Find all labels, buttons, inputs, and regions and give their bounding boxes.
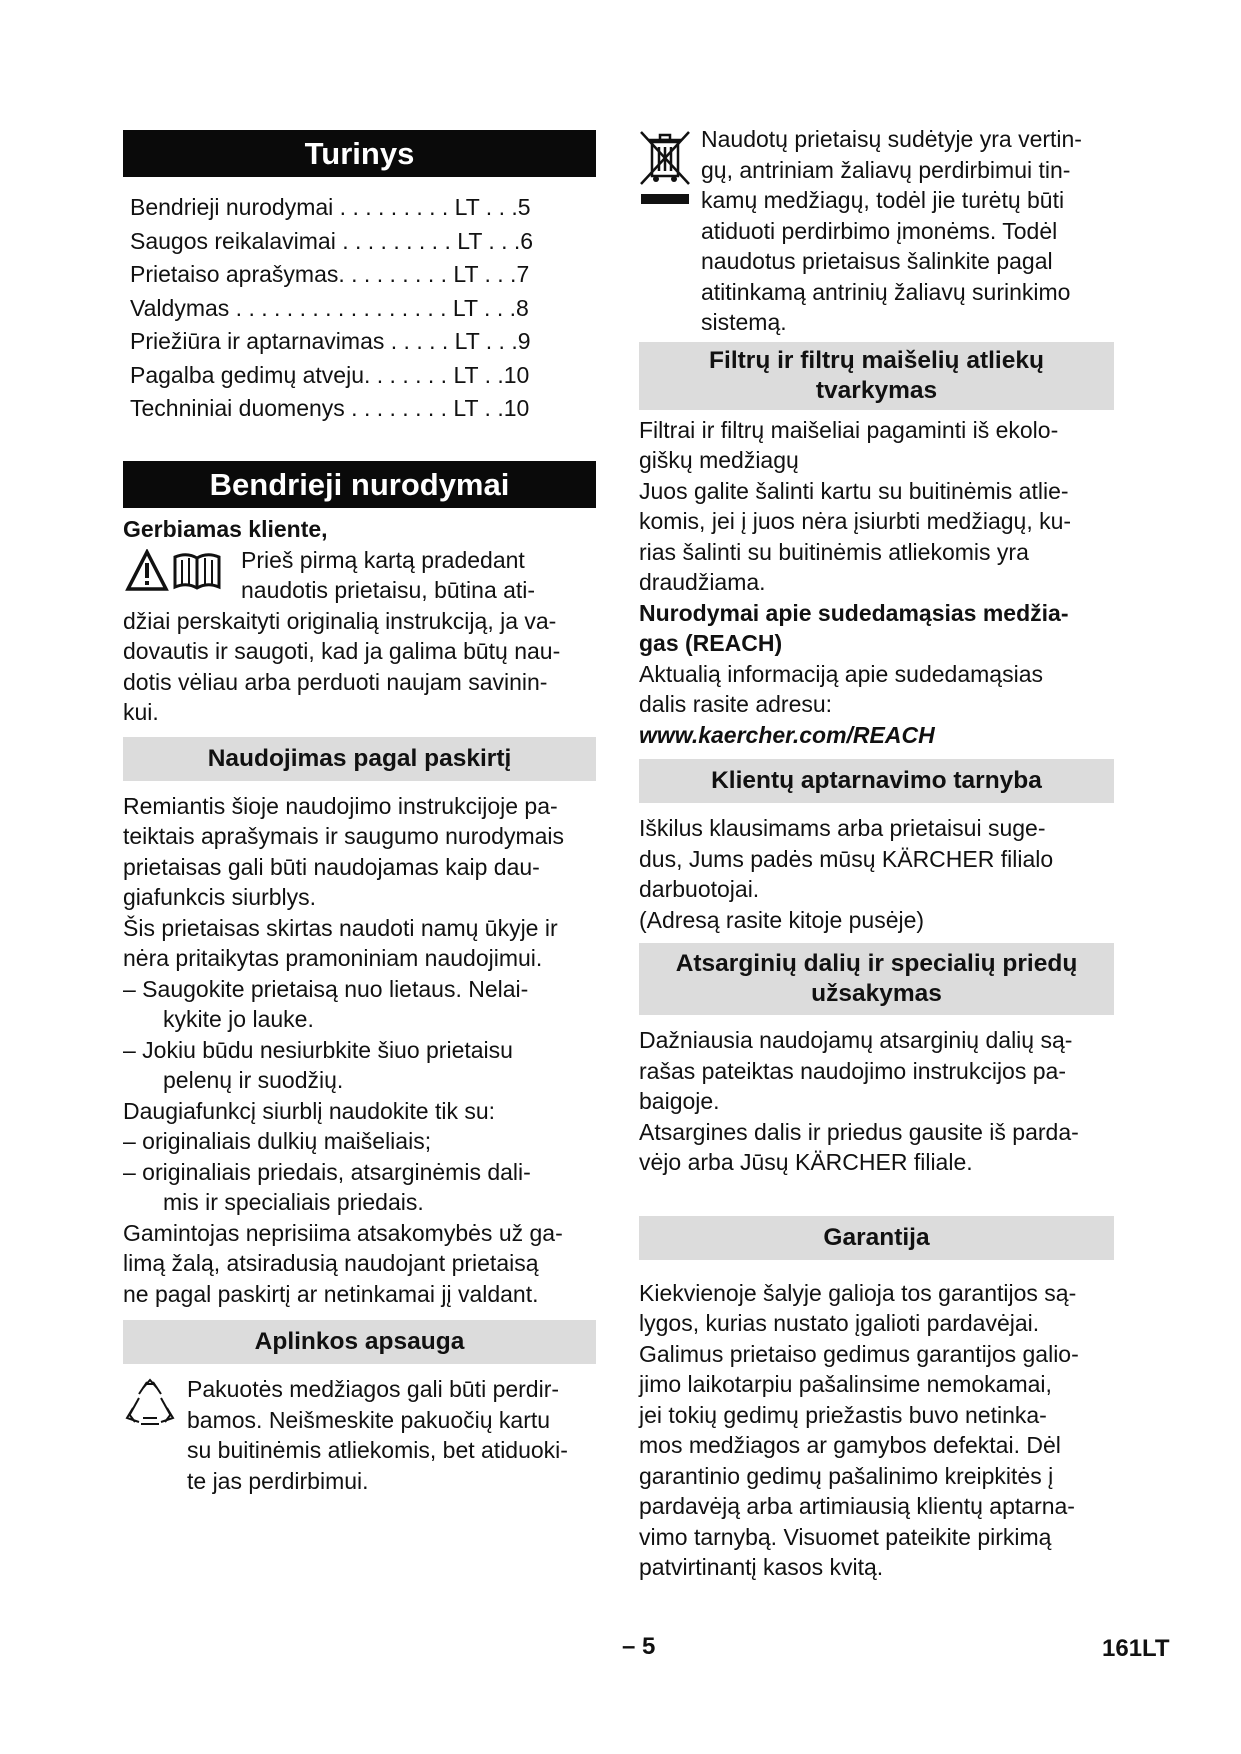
text-line: naudotus prietaisus šalinkite pagal: [701, 248, 1053, 274]
page-number: – 5: [622, 1633, 656, 1660]
text-line: giškų medžiagų: [639, 447, 799, 473]
text-line: Aktualią informaciją apie sudedamąsias: [639, 660, 1043, 687]
bullet-line: – originaliais dulkių maišeliais;: [123, 1128, 432, 1154]
intended-use-body: [123, 791, 596, 1310]
text-line: Atsargines dalis ir priedus gausite iš parda-: [639, 1118, 1079, 1145]
text-line: atitinkamą antrinių žaliavų surinkimo: [701, 278, 1071, 305]
filters-title-line: tvarkymas: [815, 376, 938, 404]
text-line: bamos. Neišmeskite pakuočių kartu: [187, 1406, 551, 1433]
bullet-line: – originaliais priedais, atsarginėmis dali-: [123, 1158, 531, 1185]
text-line: jei tokių gedimų priežastis buvo netinka-: [639, 1401, 1047, 1428]
reach-title: Nurodymai apie sudedamąsias medžia-: [639, 599, 1069, 626]
text-line: Iškilus klausimams arba prietaisui suge-: [639, 815, 1046, 841]
intro-block: [123, 545, 596, 728]
parts-title: [639, 943, 1114, 1015]
text-line: vimo tarnybą. Visuomet pateikite pirkimą: [639, 1523, 1052, 1550]
bullet-line: – Saugokite prietaisą nuo lietaus. Nelai-: [123, 975, 529, 1002]
text-line: Dažniausia naudojamų atsarginių dalių są-: [639, 1027, 1073, 1053]
toc-list: [123, 191, 596, 426]
text-line: patvirtinantį kasos kvitą.: [639, 1554, 884, 1580]
toc-item[interactable]: Valdymas . . . . . . . . . . . . . . . . . LT . . .8: [130, 294, 529, 321]
text-line: rašas pateiktas naudojimo instrukcijos pa-: [639, 1057, 1066, 1084]
text-line: draudžiama.: [639, 569, 766, 595]
toc-item[interactable]: Prietaiso aprašymas. . . . . . . . . LT . . .7: [130, 261, 530, 287]
toc-item[interactable]: Priežiūra ir aptarnavimas . . . . . LT . . .9: [130, 328, 531, 354]
bullet-line: – Jokiu būdu nesiurbkite šiuo prietaisu: [123, 1036, 513, 1063]
right-column: [639, 124, 1114, 1583]
filters-title-line: Filtrų ir filtrų maišelių atliekų: [709, 346, 1044, 374]
text-line: te jas perdirbimui.: [187, 1467, 369, 1494]
general-section: [123, 461, 596, 1496]
reach-link[interactable]: www.kaercher.com/REACH: [639, 721, 935, 748]
intro-line: džiai perskaityti originalią instrukciją, ja va-: [123, 607, 557, 634]
text-line: Kiekvienoje šalyje galioja tos garantijos są-: [639, 1279, 1077, 1306]
filters-body: [639, 415, 1114, 751]
text-line: Filtrai ir filtrų maišeliai pagaminti iš ekolo-: [639, 416, 1059, 443]
text-line: nėra pritaikytas pramoniniam naudojimui.: [123, 945, 543, 971]
text-line: darbuotojai.: [639, 876, 760, 902]
intended-use-title: Naudojimas pagal paskirtį: [123, 737, 596, 781]
intro-line: naudotis prietaisu, būtina ati-: [241, 577, 536, 603]
general-title: Bendrieji nurodymai: [123, 461, 596, 508]
text-line: rias šalinti su buitinėmis atliekomis yra: [639, 538, 1029, 565]
text-line: limą žalą, atsiradusią naudojant prietaisą: [123, 1250, 539, 1276]
filters-title: [639, 342, 1114, 410]
text-line: atiduoti perdirbimo įmonėms. Todėl: [701, 217, 1058, 244]
intro-line: Prieš pirmą kartą pradedant: [241, 546, 525, 573]
document-code: 161LT: [1102, 1635, 1170, 1662]
bullet-line: mis ir specialiais priedais.: [163, 1189, 424, 1215]
parts-body: [639, 1025, 1114, 1178]
text-line: Naudotų prietaisų sudėtyje yra vertin-: [701, 126, 1082, 152]
text-line: prietaisas gali būti naudojamas kaip dau-: [123, 853, 540, 880]
service-title: Klientų aptarnavimo tarnyba: [639, 759, 1114, 803]
parts-title-line: užsakymas: [811, 980, 942, 1007]
weee-block: [639, 124, 1114, 338]
text-line: mos medžiagos ar gamybos defektai. Dėl: [639, 1432, 1061, 1458]
text-line: pardavėją arba artimiausią klientų aptarna-: [639, 1493, 1075, 1519]
text-line: Remiantis šioje naudojimo instrukcijoje pa-: [123, 792, 558, 819]
intro-line: kui.: [123, 699, 159, 725]
text-line: ne pagal paskirtį ar netinkamai jį valdant.: [123, 1280, 539, 1307]
intro-line: dotis vėliau arba perduoti naujam savinin-: [123, 668, 548, 695]
service-body: [639, 813, 1114, 935]
warranty-title: Garantija: [639, 1216, 1114, 1260]
text-line: baigoje.: [639, 1088, 720, 1114]
text-line: vėjo arba Jūsų KÄRCHER filiale.: [639, 1149, 973, 1175]
text-line: su buitinėmis atliekomis, bet atiduoki-: [187, 1437, 568, 1463]
text-line: dus, Jums padės mūsų KÄRCHER filialo: [639, 845, 1054, 872]
toc-title: Turinys: [123, 130, 596, 177]
reach-title: gas (REACH): [639, 630, 783, 656]
bullet-line: pelenų ir suodžių.: [163, 1067, 344, 1093]
crossed-bin-icon: [639, 128, 693, 213]
text-line: Juos galite šalinti kartu su buitinėmis atlie-: [639, 477, 1069, 504]
text-line: giafunkcis siurblys.: [123, 884, 317, 910]
text-line: garantinio gedimų pašalinimo kreipkitės į: [639, 1462, 1054, 1489]
warning-manual-icon: [125, 549, 233, 598]
text-line: Galimus prietaiso gedimus garantijos galio-: [639, 1340, 1079, 1367]
toc-item[interactable]: Bendrieji nurodymai . . . . . . . . . LT . . .5: [130, 194, 531, 220]
text-line: Gamintojas neprisiima atsakomybės už ga-: [123, 1219, 563, 1246]
text-line: lygos, kurias nustato įgalioti pardavėjai.: [639, 1310, 1040, 1336]
warranty-body: [639, 1278, 1114, 1583]
text-line: sistemą.: [701, 309, 787, 335]
text-line: Daugiafunkcį siurblį naudokite tik su:: [123, 1097, 496, 1124]
toc-item[interactable]: Techniniai duomenys . . . . . . . . LT . .10: [130, 395, 530, 421]
text-line: Pakuotės medžiagos gali būti perdir-: [187, 1376, 560, 1402]
text-line: (Adresą rasite kitoje pusėje): [639, 906, 925, 933]
bullet-line: kykite jo lauke.: [163, 1006, 314, 1032]
parts-title-line: Atsarginių dalių ir specialių priedų: [675, 950, 1078, 977]
greeting: Gerbiamas kliente,: [123, 516, 328, 542]
text-line: komis, jei į juos nėra įsiurbti medžiagų, ku-: [639, 508, 1072, 534]
toc-item[interactable]: Pagalba gedimų atveju. . . . . . . LT . .10: [130, 361, 530, 388]
left-column: [123, 130, 596, 426]
toc-item[interactable]: Saugos reikalavimai . . . . . . . . . LT . . .6: [130, 227, 534, 254]
environment-body: [123, 1374, 596, 1496]
text-line: jimo laikotarpiu pašalinsime nemokamai,: [639, 1371, 1052, 1397]
text-line: kamų medžiagų, todėl jie turėtų būti: [701, 187, 1065, 213]
text-line: Šis prietaisas skirtas naudoti namų ūkyje ir: [123, 914, 558, 941]
recycling-icon: [125, 1378, 175, 1433]
environment-title: Aplinkos apsauga: [123, 1320, 596, 1364]
text-line: gų, antriniam žaliavų perdirbimui tin-: [701, 156, 1071, 183]
text-line: teiktais aprašymais ir saugumo nurodymais: [123, 823, 565, 849]
text-line: dalis rasite adresu:: [639, 691, 833, 717]
intro-line: dovautis ir saugoti, kad ja galima būtų nau-: [123, 638, 561, 664]
